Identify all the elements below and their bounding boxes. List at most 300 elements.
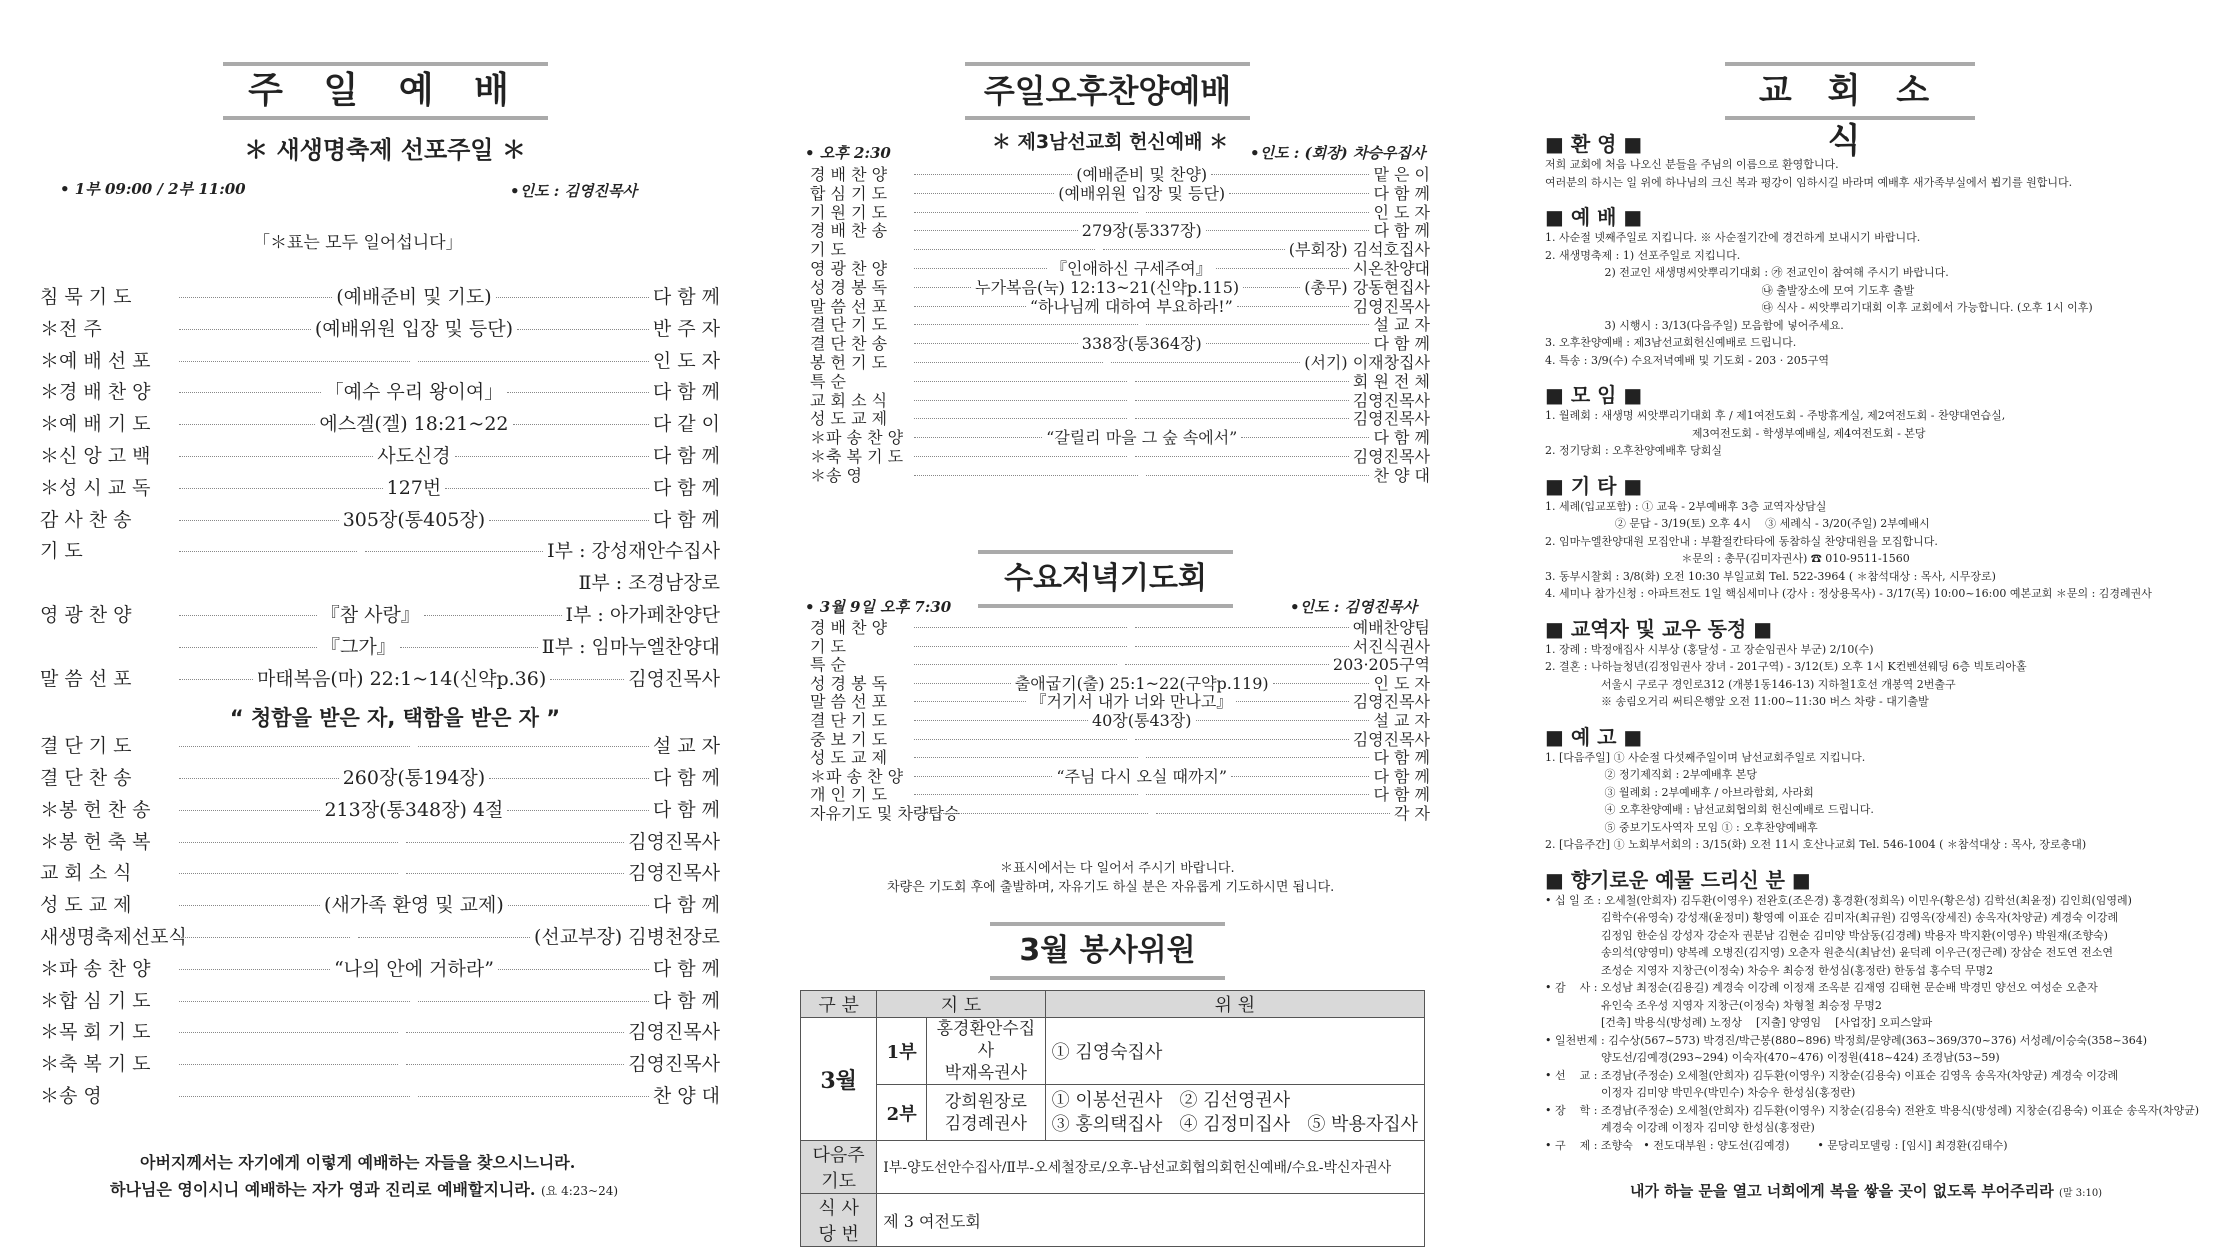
dot-leader — [179, 905, 320, 906]
order-label: 말 씀 선 포 — [810, 296, 888, 316]
order-person: 다 함 께 — [1373, 334, 1430, 354]
order-leader-line — [175, 1006, 653, 1007]
news-line: 양도선/김예경(293~294) 이숙자(470~476) 이정원(418~424) 조경남(53~59) — [1545, 1051, 2000, 1064]
dot-leader — [1241, 437, 1369, 438]
order-label: ＊송 영 — [810, 465, 862, 485]
order-label: ＊경 배 찬 양 — [40, 381, 151, 404]
order-label: ＊파 송 찬 양 — [40, 957, 151, 980]
order-leader-line — [175, 366, 653, 367]
dot-leader — [1236, 701, 1348, 702]
order-leader-line — [175, 600, 566, 627]
order-person: 회 원 전 체 — [1352, 371, 1430, 391]
svc-head-members: 위 원 — [1045, 991, 1424, 1018]
order-label: 성 도 교 제 — [810, 409, 888, 429]
dot-leader — [1146, 212, 1370, 213]
dot-leader — [1135, 381, 1348, 382]
dot-leader — [914, 249, 1095, 250]
news-line: 김학수(유영숙) 강성재(윤정미) 황영예 이표순 김미자(최규원) 김영옥(장세진) 송옥자(차양균) 계경숙 이강례 — [1545, 911, 2119, 924]
dot-leader — [179, 873, 398, 874]
order-label: 결 단 찬 송 — [810, 334, 888, 354]
dot-leader — [914, 456, 1127, 457]
order-person: 김영진목사 — [1352, 296, 1430, 316]
afternoon-time: • 오후 2:30 — [805, 144, 891, 162]
news-line: ㉯ 출발장소에 모여 기도후 출발 — [1545, 283, 1915, 297]
order-leader-line — [175, 763, 653, 790]
order-person: Ⅰ부 : 강성재안수집사 — [547, 540, 720, 563]
order-row — [40, 377, 720, 404]
dot-leader — [406, 842, 625, 843]
wednesday-note1: ＊표시에서는 다 일어서 주시기 바랍니다. — [1000, 861, 1235, 876]
order-text: “하나님께 대하여 부요하라!” — [1029, 296, 1233, 316]
news-line: • 일천번제 : 김수상(567~573) 박경진/박근봉(880~896) 박정희/문양례(363~369/370~376) 서성례/이승숙(358~364) — [1545, 1033, 2148, 1047]
dot-leader — [914, 776, 1052, 777]
next-prayer-label: 다음주기도 — [801, 1141, 877, 1194]
dot-leader — [508, 905, 649, 906]
order-label: 결 단 기 도 — [810, 315, 888, 335]
order-person: 찬 양 대 — [1373, 465, 1430, 485]
news-line: • 구 제 : 조향숙 • 전도대부원 : 양도선(김예경) • 문당리모델링 : [임시] 최경환(김태수) — [1545, 1138, 2008, 1152]
news-line: 1. [다음주일] ① 사순절 다섯째주일이며 남선교회주일로 지킵니다. — [1545, 750, 1866, 764]
afternoon-worship-subtitle: ＊ 제3남선교회 헌신예배 ＊ — [991, 131, 1229, 153]
order-person: 다 함 께 — [652, 798, 720, 821]
news-line: 김정임 한순심 강성자 강순자 권분남 김현순 김미양 박삼동(김경례) 박용자 박지환(이영우) 박원재(조향숙) — [1545, 928, 2108, 942]
dot-leader — [914, 212, 1138, 213]
svc-part-2: 2부 — [877, 1085, 927, 1141]
order-leader-line — [910, 480, 1373, 481]
order-text: 『참 사랑』 — [320, 604, 420, 626]
dot-leader — [179, 329, 311, 330]
order-label: 교 회 소 식 — [810, 390, 888, 410]
dot-leader — [455, 456, 649, 457]
order-person: Ⅱ부 : 조경남장로 — [578, 572, 720, 595]
dot-leader — [1156, 813, 1390, 814]
dot-leader — [179, 392, 321, 393]
order-leader-line — [175, 954, 653, 981]
order-person: 반 주 자 — [652, 317, 720, 340]
order-leader-line — [175, 556, 547, 557]
order-person: (부회장) 김석호집사 — [1288, 240, 1430, 260]
order-label: 봉 헌 기 도 — [810, 353, 888, 372]
order-leader-line — [175, 942, 534, 943]
svc-lead-1b: 박재옥권사 — [944, 1063, 1027, 1083]
dot-leader — [496, 297, 649, 298]
dot-leader — [179, 969, 330, 970]
news-line: 조성순 지영자 지창근(이정숙) 차승우 최승정 한성심(홍정란) 한동섭 홍수덕 무명2 — [1545, 963, 1994, 977]
dot-leader — [517, 329, 649, 330]
dot-leader — [179, 778, 339, 779]
order-row — [40, 827, 720, 854]
news-line: ③ 월례회 : 2부예배후 / 아브라함회, 사라회 — [1545, 785, 1814, 799]
svc-member-1a: ① 김영숙집사 — [1051, 1042, 1163, 1063]
dot-leader — [365, 551, 543, 552]
order-person: Ⅱ부 : 임마누엘찬양대 — [541, 635, 720, 658]
news-line: 3) 시행시 : 3/13(다음주일) 모음함에 넣어주세요. — [1545, 318, 1844, 332]
news-section-heading: ■ 기 타 ■ — [1545, 473, 1643, 498]
dot-leader — [358, 937, 529, 938]
order-leader-line — [175, 377, 653, 404]
dot-leader — [1211, 174, 1369, 175]
dot-leader — [914, 343, 1078, 344]
dot-leader — [424, 615, 562, 616]
dot-leader — [489, 520, 649, 521]
dot-leader — [1135, 646, 1348, 647]
dot-leader — [179, 1064, 398, 1065]
svc-lead-2a: 강희원장로 — [944, 1091, 1027, 1112]
dot-leader — [914, 362, 1103, 363]
dot-leader — [914, 701, 1026, 702]
order-row — [40, 536, 720, 563]
news-line: 여러분의 하시는 일 위에 하나님의 크신 복과 평강이 임하시길 바라며 예배후 새가족부실에서 뵙기를 원합니다. — [1545, 175, 2073, 189]
order-text: 출애굽기(출) 25:1~22(구약p.119) — [1014, 673, 1269, 693]
order-leader-line — [175, 409, 653, 436]
order-person: 예배찬양팀 — [1352, 618, 1430, 637]
order-row — [40, 922, 720, 949]
order-person: 김영진목사 — [1352, 447, 1430, 466]
march-servers-table — [800, 990, 1425, 1247]
order-text: “나의 안에 거하라” — [333, 957, 494, 980]
dot-leader — [489, 778, 649, 779]
news-line: 유인숙 조우성 지영자 지창근(이정숙) 차형철 최승정 무명2 — [1545, 998, 1882, 1012]
closing-verse-ref: (요 4:23~24) — [540, 1184, 619, 1198]
closing-verse-text: 하나님은 영이시니 예배하는 자가 영과 진리로 예배할지니라. — [110, 1180, 536, 1199]
order-leader-line — [175, 1101, 653, 1102]
dot-leader — [507, 810, 648, 811]
order-row — [810, 801, 1430, 824]
order-row — [40, 346, 720, 373]
order-label: 합 심 기 도 — [810, 183, 888, 203]
dot-leader — [914, 475, 1138, 476]
order-person: 서진식권사 — [1352, 636, 1430, 656]
order-leader-line — [175, 847, 628, 848]
sunday-worship-column — [30, 0, 730, 1240]
order-label: 말 씀 선 포 — [40, 667, 132, 690]
closing-verse-line2 — [110, 1177, 618, 1200]
svc-member-2a: ① 이봉선권사 ② 김선영권사 — [1051, 1089, 1291, 1111]
order-label: ＊파 송 찬 양 — [810, 766, 904, 786]
order-text: 40장(통43장) — [1091, 711, 1192, 730]
dot-leader — [914, 306, 1026, 307]
news-line: 계경숙 이강례 이정자 김미양 한성심(홍정란) — [1545, 1121, 1815, 1134]
dot-leader — [406, 1064, 625, 1065]
order-label: 경 배 찬 송 — [810, 221, 888, 241]
dot-leader — [1237, 306, 1349, 307]
order-person: 김영진목사 — [628, 830, 720, 853]
order-row — [40, 600, 720, 627]
dot-leader — [914, 437, 1042, 438]
dot-leader — [1135, 418, 1348, 419]
dot-leader — [914, 757, 1138, 758]
order-row — [40, 1081, 720, 1108]
news-line: • 장 학 : 조경남(주정순) 오세철(안희자) 김두환(이영우) 지창순(김용숙) 전완호 박용식(방성례) 지창순(김용숙) 이표순 송옥자(차양균) — [1545, 1103, 2200, 1117]
order-label: 기 도 — [810, 636, 846, 656]
news-line: ※ 송림오거리 써티은행앞 오전 11:00~11:30 버스 차량 - 대기출발 — [1545, 695, 1929, 708]
order-row — [40, 1017, 720, 1044]
order-label: ＊예 배 기 도 — [40, 413, 151, 436]
order-label: ＊파 송 찬 양 — [810, 428, 904, 448]
news-line: 4. 세미나 참가신청 : 아파트전도 1일 핵심세미나 (강사 : 정상용목사) - 3/17(목) 10:00~16:00 예본교회 ＊문의 : 김경례권사 — [1545, 587, 2152, 600]
order-person: (선교부장) 김병천장로 — [533, 926, 720, 948]
svc-head-lead: 지 도 — [877, 991, 1045, 1018]
dot-leader — [445, 488, 649, 489]
church-news-title: 교 회 소 식 — [1725, 62, 1975, 120]
order-label: 결 단 기 도 — [40, 735, 132, 758]
dot-leader — [1243, 287, 1300, 288]
news-line: 2. [다음주간] ① 노회부서회의 : 3/15(화) 오전 11시 호산나교회 Tel. 546-1004 ( ＊참석대상 : 목사, 장로총대) — [1545, 838, 2087, 851]
dot-leader — [418, 1096, 649, 1097]
news-section-heading: ■ 모 임 ■ — [1545, 383, 1643, 407]
order-leader-line — [175, 878, 628, 879]
news-line: 2. 정기당회 : 오후찬양예배후 당회실 — [1545, 444, 1722, 457]
order-label: 기 원 기 도 — [810, 202, 888, 222]
order-row — [40, 664, 720, 691]
news-line: [건축] 박용식(방성례) 노정상 [지출] 양영임 [사업장] 오피스알파 — [1545, 1016, 1933, 1029]
order-label: ＊송 영 — [40, 1085, 102, 1107]
news-line: 2. 임마누엘찬양대원 모집안내 : 부활절칸타타에 동참하실 찬양대원을 모집합니다. — [1545, 534, 1938, 548]
dot-leader — [1216, 268, 1349, 269]
dot-leader — [179, 520, 339, 521]
order-label: 교 회 소 식 — [40, 862, 132, 885]
order-row — [40, 282, 720, 309]
order-text: 「예수 우리 왕이여」 — [324, 381, 504, 404]
meal-duty-label: 식 사 당 번 — [801, 1194, 877, 1247]
order-person: 맡 은 이 — [1373, 165, 1430, 184]
dot-leader — [914, 720, 1088, 721]
dot-leader — [1273, 683, 1370, 684]
order-label: 경 배 찬 양 — [810, 165, 888, 184]
order-text: “주님 다시 오실 때까지” — [1056, 766, 1228, 786]
order-label: ＊신 앙 고 백 — [40, 445, 151, 467]
order-row — [40, 731, 720, 758]
news-line: 3. 동부시찰회 : 3/8(화) 오전 10:30 부일교회 Tel. 522-3964 ( ＊참석대상 : 목사, 시무장로) — [1545, 569, 1996, 583]
news-line: 1. 월례회 : 새생명 씨앗뿌리기대회 후 / 제1여전도회 - 주방휴게실, 제2여전도회 - 찬양대연습실, — [1545, 409, 2006, 422]
order-label: 결 단 기 도 — [810, 711, 888, 730]
news-line: ④ 오후찬양예배 : 남선교회협의회 헌신예배로 드립니다. — [1545, 803, 1874, 816]
dot-leader — [179, 810, 320, 811]
order-text: 127번 — [386, 476, 442, 499]
order-leader-line — [175, 664, 628, 691]
order-person: 다 함 께 — [652, 381, 720, 404]
news-line: 송의석(양영미) 양복례 오병진(김지영) 오춘자 원춘식(최남선) 윤덕례 이우근(정근례) 장삼순 전도연 전소연 — [1545, 946, 2114, 959]
dot-leader — [400, 647, 538, 648]
dot-leader — [418, 1001, 649, 1002]
dot-leader — [179, 746, 410, 747]
order-row — [40, 632, 720, 659]
news-footer — [1630, 1180, 2102, 1201]
order-text: 에스겔(겔) 18:21~22 — [319, 413, 509, 436]
order-person: 다 함 께 — [652, 286, 720, 308]
service-time: • 1부 09:00 / 2부 11:00 — [60, 180, 246, 198]
dot-leader — [1146, 475, 1370, 476]
order-leader-line — [175, 505, 653, 532]
news-line: • 선 교 : 조경남(주정순) 오세철(안희자) 김두환(이영우) 지창순(김용숙) 이표순 김영옥 송옥자(차양균) 계경숙 이강례 — [1545, 1068, 2119, 1082]
dot-leader — [1111, 362, 1300, 363]
dot-leader — [914, 794, 1138, 795]
dot-leader — [513, 424, 649, 425]
news-line: ② 문답 - 3/19(토) 오후 4시 ③ 세례식 - 3/20(주일) 2부예배시 — [1545, 517, 1930, 530]
order-label: 성 도 교 제 — [40, 894, 132, 917]
order-person: 203·205구역 — [1332, 655, 1430, 675]
wednesday-note2: 차량은 기도회 후에 출발하며, 자유기도 하실 분은 자유롭게 기도하시면 됩니다. — [887, 880, 1335, 895]
order-label: 경 배 찬 양 — [810, 618, 888, 637]
order-label: ＊봉 헌 찬 송 — [40, 798, 151, 821]
order-row — [40, 441, 720, 468]
dot-leader — [498, 969, 649, 970]
order-person: 김영진목사 — [1352, 390, 1430, 410]
dot-leader — [179, 424, 315, 425]
order-text: (예배위원 입장 및 등단) — [314, 317, 513, 340]
dot-leader — [1146, 324, 1370, 325]
dot-leader — [1229, 193, 1369, 194]
dot-leader — [1206, 343, 1370, 344]
service-leader: •인도 : 김영진목사 — [510, 182, 637, 200]
order-text: 260장(통194장) — [342, 767, 486, 789]
dot-leader — [914, 400, 1127, 401]
order-person: 다 함 께 — [652, 957, 720, 980]
afternoon-leader: •인도 : (회장) 차승우집사 — [1250, 144, 1426, 162]
news-line: ＊문의 : 총무(김미자권사) ☎ 010-9511-1560 — [1545, 552, 1910, 565]
dot-leader — [1146, 794, 1370, 795]
dot-leader — [418, 746, 649, 747]
news-section-heading: ■ 교역자 및 교우 동정 ■ — [1545, 616, 1773, 641]
afternoon-worship-title: 주일오후찬양예배 — [965, 62, 1250, 120]
dot-leader — [914, 193, 1054, 194]
order-leader-line — [175, 282, 653, 309]
order-label: 영 광 찬 양 — [810, 259, 888, 278]
wednesday-time: • 3월 9일 오후 7:30 — [805, 598, 952, 616]
news-line: 이정자 김미양 박민우(박민수) 차승우 한성심(홍정란) — [1545, 1086, 1856, 1099]
order-label: ＊축 복 기 도 — [40, 1053, 151, 1076]
dot-leader — [179, 679, 253, 680]
order-person: (서기) 이재창집사 — [1304, 353, 1430, 372]
order-label: ＊예 배 선 포 — [40, 349, 151, 372]
wednesday-leader: •인도 : 김영진목사 — [1290, 598, 1417, 616]
order-person: 김영진목사 — [1352, 729, 1430, 749]
order-row — [40, 763, 720, 790]
next-prayer-value: Ⅰ부-양도선안수집사/Ⅱ부-오세철장로/오후-남선교회협의회헌신예배/수요-박신자권사 — [877, 1141, 1425, 1194]
order-text: 『거기서 내가 너와 만나고』 — [1030, 692, 1233, 712]
dot-leader — [179, 488, 383, 489]
dot-leader — [1231, 776, 1369, 777]
dot-leader — [179, 1032, 398, 1033]
order-label: 자유기도 및 차량탑승 — [810, 804, 960, 823]
dot-leader — [406, 873, 625, 874]
march-servers-title: 3월 봉사위원 — [990, 922, 1225, 980]
order-person: Ⅰ부 : 아가페찬양단 — [565, 604, 720, 626]
order-row — [40, 890, 720, 917]
order-person: 인 도 자 — [652, 349, 720, 372]
news-line: ② 정기제직회 : 2부예배후 본당 — [1545, 768, 1758, 781]
dot-leader — [1103, 249, 1284, 250]
dot-leader — [418, 361, 649, 362]
order-label: ＊합 심 기 도 — [40, 989, 151, 1012]
order-person: 설 교 자 — [1373, 315, 1430, 335]
order-row — [40, 409, 720, 436]
order-person: 다 함 께 — [652, 767, 720, 789]
svc-head-category: 구 분 — [801, 991, 877, 1018]
order-person: 인 도 자 — [1373, 673, 1430, 693]
order-label: 성 경 봉 독 — [810, 277, 888, 297]
order-person: 찬 양 대 — [652, 1085, 720, 1107]
order-text: (예배위원 입장 및 등단) — [1058, 183, 1226, 203]
order-leader-line — [175, 890, 653, 917]
order-text: (예배준비 및 기도) — [336, 286, 492, 308]
dot-leader — [914, 664, 1117, 665]
order-leader-line — [175, 314, 653, 341]
dot-leader — [914, 739, 1127, 740]
dot-leader — [179, 551, 357, 552]
standing-note: 「＊표는 모두 일어섭니다」 — [253, 233, 463, 253]
order-person: 김영진목사 — [628, 1053, 720, 1076]
news-line: 서울시 구로구 경인로312 (개봉1동146-13) 지하철1호선 개봉역 2번출구 — [1545, 677, 1956, 691]
order-person: 각 자 — [1394, 804, 1430, 823]
order-text: 『그가』 — [321, 635, 396, 658]
church-news-column — [1545, 0, 2200, 1240]
svc-members-1 — [1045, 1018, 1424, 1085]
order-person: 인 도 자 — [1373, 202, 1430, 222]
order-row — [810, 463, 1430, 486]
order-person: 다 함 께 — [652, 476, 720, 499]
order-row — [40, 568, 720, 595]
order-leader-line — [175, 795, 653, 822]
order-row — [40, 505, 720, 532]
news-line: 저희 교회에 처음 나오신 분들을 주님의 이름으로 환영합니다. — [1545, 158, 1839, 171]
order-label: 특 순 — [810, 655, 846, 675]
order-label: ＊축 복 기 도 — [810, 447, 904, 466]
dot-leader — [507, 392, 649, 393]
dot-leader — [914, 268, 1047, 269]
news-line: 2) 전교인 새생명씨앗뿌리기대회 : ㉮ 전교인이 참여해 주시기 바랍니다. — [1545, 266, 1949, 279]
dot-leader — [914, 418, 1127, 419]
news-line: • 십 일 조 : 오세철(안희자) 김두환(이영우) 전완호(조은경) 홍경환(정희옥) 이민우(황은성) 김학선(최윤정) 김인희(임영례) — [1545, 893, 2132, 907]
dot-leader — [1146, 757, 1370, 758]
closing-verse-line1: 아버지께서는 자기에게 이렇게 예배하는 자들을 찾으시느니라. — [140, 1153, 576, 1172]
order-person: 다 함 께 — [1373, 183, 1430, 203]
dot-leader — [179, 1096, 410, 1097]
order-text: 305장(통405장) — [342, 508, 486, 531]
svc-lead-2 — [927, 1085, 1046, 1141]
news-line: 1. 장례 : 박정애집사 시부상 (홍달성 - 고 장순임권사 부군) 2/10(수) — [1545, 642, 1874, 656]
dot-leader — [914, 646, 1127, 647]
order-leader-line — [175, 632, 542, 659]
order-person: 다 함 께 — [1373, 428, 1430, 448]
sunday-worship-title: 주 일 예 배 — [223, 62, 548, 120]
order-person: 다 함 께 — [652, 894, 720, 917]
order-person: 설 교 자 — [652, 735, 720, 758]
dot-leader — [179, 1001, 410, 1002]
order-row — [40, 795, 720, 822]
dot-leader — [914, 381, 1127, 382]
dot-leader — [1135, 739, 1348, 740]
order-text: “갈릴리 마을 그 숲 속에서” — [1046, 428, 1238, 448]
order-person: 다 함 께 — [1373, 221, 1430, 241]
news-footer-text: 내가 하늘 문을 열고 너희에게 복을 쌓을 곳이 없도록 부어주리라 — [1630, 1182, 2054, 1200]
dot-leader — [914, 230, 1078, 231]
dot-leader — [179, 615, 317, 616]
order-text: 338장(통364장) — [1081, 334, 1202, 354]
order-label: ＊전 주 — [40, 317, 102, 340]
news-section-heading: ■ 향기로운 예물 드리신 분 ■ — [1545, 867, 1811, 892]
order-leader-line — [175, 1037, 628, 1038]
order-label: 새생명축제선포식 — [40, 926, 187, 948]
dot-leader — [406, 1032, 625, 1033]
svc-member-2b: ③ 홍의택집사 ④ 김정미집사 ⑤ 박용자집사 — [1051, 1113, 1418, 1135]
order-text: 누가복음(눅) 12:13~21(신약p.115) — [975, 277, 1240, 297]
order-label: 특 순 — [810, 371, 846, 391]
sunday-worship-subtitle: ＊ 새생명축제 선포주일 ＊ — [244, 136, 526, 164]
order-label: 결 단 찬 송 — [40, 767, 132, 789]
news-section-heading: ■ 예 배 ■ — [1545, 205, 1643, 229]
order-label: 중 보 기 도 — [810, 729, 888, 749]
